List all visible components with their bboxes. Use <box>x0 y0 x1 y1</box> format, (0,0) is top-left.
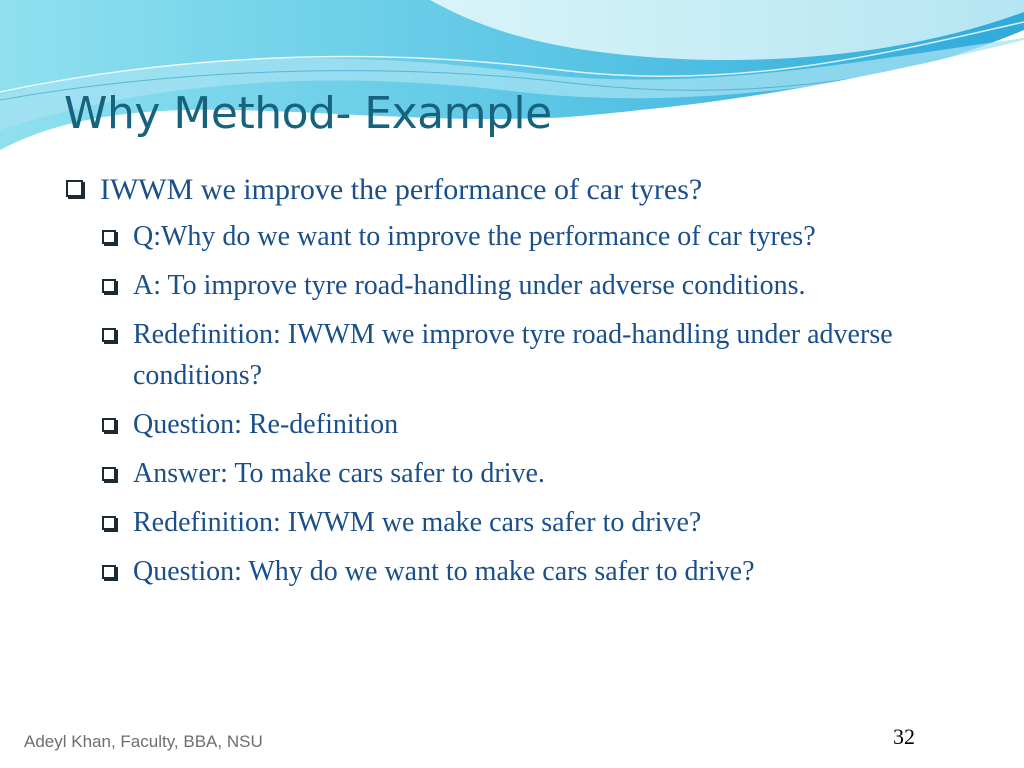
bullet-text: Redefinition: IWWM we improve tyre road-handling under adverse conditions? <box>133 319 893 391</box>
bullet-text: Question: Why do we want to make cars safer to drive? <box>133 556 755 587</box>
bullet-item <box>64 404 944 445</box>
hollow-square-bullet-icon <box>102 418 116 432</box>
bullet-item <box>64 314 944 396</box>
bullet-text: IWWM we improve the performance of car tyres? <box>100 173 703 206</box>
bullet-text: A: To improve tyre road-handling under adverse conditions. <box>133 270 806 301</box>
hollow-square-bullet-icon <box>102 279 116 293</box>
hollow-square-bullet-icon <box>102 467 116 481</box>
footer-text: Adeyl Khan, Faculty, BBA, NSU <box>24 732 263 751</box>
bullet-item <box>64 453 944 494</box>
hollow-square-bullet-icon <box>102 516 116 530</box>
bullet-text: Question: Re-definition <box>133 409 399 440</box>
bullet-item <box>64 216 944 257</box>
bullet-item <box>64 502 944 543</box>
bullet-text: Answer: To make cars safer to drive. <box>133 458 545 489</box>
slide-title: Why Method- Example <box>64 88 552 139</box>
hollow-square-bullet-icon <box>102 565 116 579</box>
bullet-text: Q:Why do we want to improve the performance of car tyres? <box>133 221 816 252</box>
hollow-square-bullet-icon <box>102 230 116 244</box>
bullet-text: Redefinition: IWWM we make cars safer to drive? <box>133 507 702 538</box>
page-number: 32 <box>893 724 915 749</box>
bullet-item <box>64 170 944 210</box>
bullet-item <box>64 265 944 306</box>
hollow-square-bullet-icon <box>66 180 83 197</box>
hollow-square-bullet-icon <box>102 328 116 342</box>
bullet-list <box>64 170 944 600</box>
bullet-item <box>64 551 944 592</box>
